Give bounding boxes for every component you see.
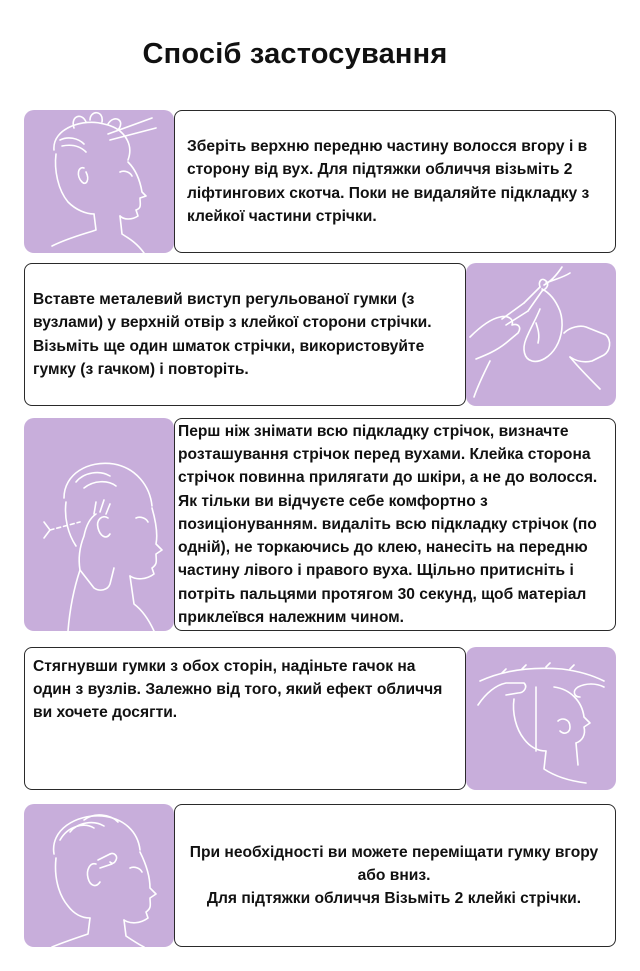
press-tape-behind-ear-icon — [24, 418, 174, 631]
hair-pulled-up-profile-icon — [24, 110, 174, 253]
step-2 — [24, 263, 616, 406]
step-1-illustration — [24, 110, 174, 253]
step-5 — [24, 804, 616, 947]
step-4-illustration — [466, 647, 616, 790]
step-3-illustration — [24, 418, 174, 631]
step-5-text-box — [174, 804, 616, 947]
step-3-text-box — [174, 418, 616, 631]
step-3 — [24, 418, 616, 631]
step-3-text: Перш ніж знімати всю підкладку стрічок, визначте розташування стрічок перед вухами. Клейка сторона стрічок повинна прилягати до шкіри, а не до волосся. Як тільки ви відчуєте себе комфортно з позиціонуванням. видаліть всю підкладку стрічок (по одній), не торкаючись до клею, нанесіть на передню частину лівого і правого вуха. Щільно притисніть і потріть пальцями протягом 30 секунд, щоб матеріал приклеївся належним чином. — [178, 423, 598, 626]
step-2-text: Вставте металевий виступ регульованої гумки (з вузлами) у верхній отвір з клейкої сторони стрічки. Візьміть ще один шматок стрічки, використовуйте гумку (з гачком) і повторіть. — [33, 291, 432, 378]
finished-face-lift-profile-icon — [24, 804, 174, 947]
step-4-text-box — [24, 647, 466, 790]
step-5-illustration — [24, 804, 174, 947]
step-1 — [24, 110, 616, 253]
step-4-text: Стягнувши гумки з обох сторін, надіньте гачок на один з вузлів. Залежно від того, який ефект обличчя ви хочете досягти. — [33, 658, 443, 722]
step-2-illustration — [466, 263, 616, 406]
tighten-elastic-over-head-icon — [466, 647, 616, 790]
step-5-text: При необхідності ви можете переміщати гумку вгору або вниз. Для підтяжки обличчя Візьміть 2 клейкі стрічки. — [189, 843, 599, 908]
page-title: Спосіб застосування — [142, 38, 448, 70]
step-4 — [24, 647, 616, 790]
step-1-text: Зберіть верхню передню частину волосся вгору і в сторону від вух. Для підтяжки обличчя візьміть 2 ліфтингових скотча. Поки не видаляйте підкладку з клейкої частини стрічки. — [187, 138, 590, 225]
threading-elastic-hands-icon — [466, 263, 616, 406]
step-2-text-box — [24, 263, 466, 406]
step-1-text-box — [174, 110, 616, 253]
